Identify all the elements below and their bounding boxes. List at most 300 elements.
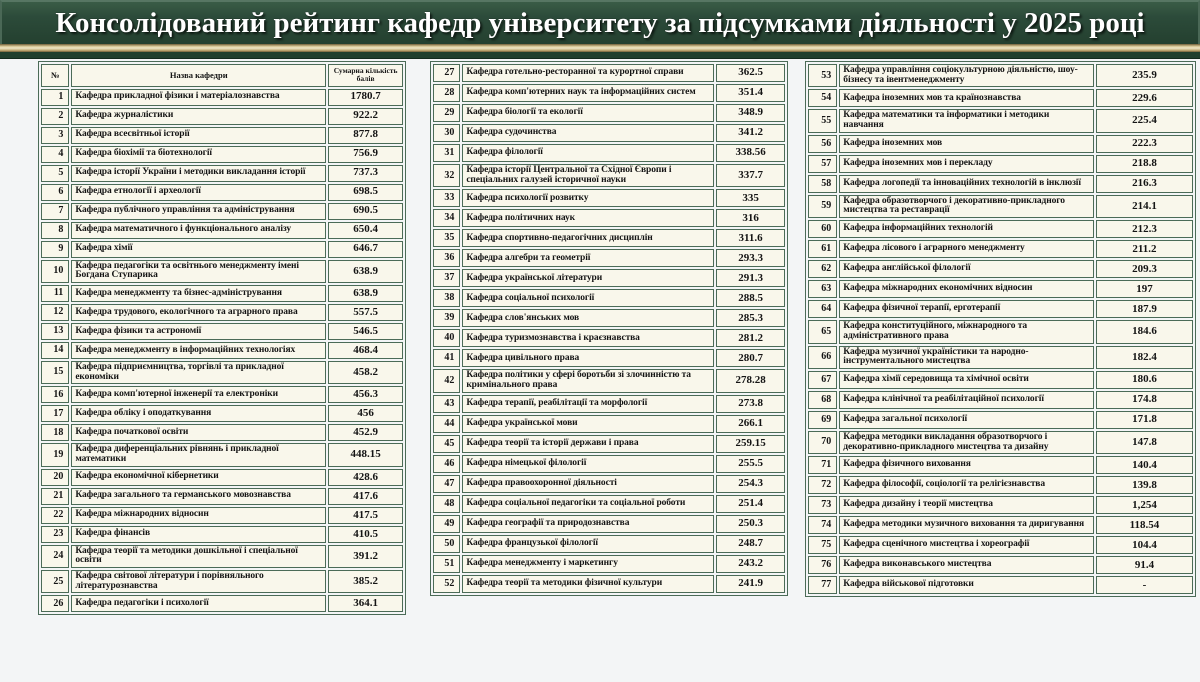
department-name-cell: Кафедра інформаційних технологій — [839, 220, 1094, 238]
department-name-cell: Кафедра теорії та історії держави і права — [462, 435, 714, 453]
table-row — [808, 391, 1193, 409]
score-cell: 235.9 — [1096, 64, 1193, 87]
score-cell: 1,254 — [1096, 496, 1193, 514]
table-row — [41, 361, 403, 384]
score-cell: 278.28 — [716, 369, 785, 392]
table-row — [433, 415, 785, 433]
score-cell: 180.6 — [1096, 371, 1193, 389]
score-cell: 341.2 — [716, 124, 785, 142]
table-row — [433, 229, 785, 247]
rank-cell: 10 — [41, 260, 69, 283]
table-row — [433, 189, 785, 207]
department-name-cell: Кафедра методики музичного виховання та диригування — [839, 516, 1094, 534]
title-banner — [0, 0, 1200, 44]
rank-cell: 14 — [41, 342, 69, 359]
rank-cell: 30 — [433, 124, 460, 142]
department-name-cell: Кафедра філософії, соціології та релігієзнавства — [839, 476, 1094, 494]
score-cell: 456 — [328, 405, 403, 422]
rank-cell: 29 — [433, 104, 460, 122]
score-cell: 280.7 — [716, 349, 785, 367]
rank-cell: 6 — [41, 184, 69, 201]
table-row — [41, 570, 403, 593]
rank-cell: 53 — [808, 64, 837, 87]
rank-cell: 64 — [808, 300, 837, 318]
page-title: Консолідований рейтинг кафедр університету за підсумками діяльності у 2025 році — [55, 6, 1145, 39]
score-cell: 285.3 — [716, 309, 785, 327]
department-name-cell: Кафедра іноземних мов — [839, 135, 1094, 153]
table-row — [41, 222, 403, 239]
score-column-header: Сумарна кількість балів — [328, 64, 403, 87]
score-cell: 241.9 — [716, 575, 785, 593]
department-name-cell: Кафедра диференціальних рівнянь і прикладної математики — [71, 443, 326, 466]
rank-cell: 75 — [808, 536, 837, 554]
department-name-cell: Кафедра клінічної та реабілітаційної психології — [839, 391, 1094, 409]
department-name-cell: Кафедра загального та германського мовознавства — [71, 488, 326, 505]
rank-cell: 11 — [41, 285, 69, 302]
ranking-table-3 — [805, 61, 1196, 597]
rank-cell: 31 — [433, 144, 460, 162]
department-name-cell: Кафедра педагогіки і психології — [71, 595, 326, 612]
score-cell: 456.3 — [328, 386, 403, 403]
score-cell: 293.3 — [716, 249, 785, 267]
table-row — [808, 516, 1193, 534]
score-cell: 222.3 — [1096, 135, 1193, 153]
rank-cell: 19 — [41, 443, 69, 466]
table-row — [808, 195, 1193, 218]
department-name-cell: Кафедра фінансів — [71, 526, 326, 543]
table-row — [808, 456, 1193, 474]
rank-cell: 9 — [41, 241, 69, 258]
table-row — [433, 395, 785, 413]
department-name-cell: Кафедра історії Центральної та Східної Європи і спеціальних галузей історичної науки — [462, 164, 714, 187]
score-cell: 335 — [716, 189, 785, 207]
department-name-cell: Кафедра готельно-ресторанної та курортної справи — [462, 64, 714, 82]
score-cell: 171.8 — [1096, 411, 1193, 429]
rank-cell: 60 — [808, 220, 837, 238]
score-cell: 225.4 — [1096, 109, 1193, 132]
table-row — [41, 526, 403, 543]
rank-cell: 74 — [808, 516, 837, 534]
table-row — [808, 411, 1193, 429]
table-row — [433, 455, 785, 473]
department-name-cell: Кафедра філології — [462, 144, 714, 162]
department-name-cell: Кафедра менеджменту та бізнес-адміністрування — [71, 285, 326, 302]
score-cell: 698.5 — [328, 184, 403, 201]
score-cell: 248.7 — [716, 535, 785, 553]
department-name-cell: Кафедра менеджменту в інформаційних технологіях — [71, 342, 326, 359]
score-cell: 273.8 — [716, 395, 785, 413]
department-name-cell: Кафедра підприємництва, торгівлі та прикладної економіки — [71, 361, 326, 384]
ranking-table-1-body — [41, 89, 403, 613]
score-cell: 211.2 — [1096, 240, 1193, 258]
score-cell: 104.4 — [1096, 536, 1193, 554]
table-row — [41, 469, 403, 486]
score-cell: 266.1 — [716, 415, 785, 433]
table-row — [41, 405, 403, 422]
ranking-table-1 — [38, 61, 406, 615]
rank-cell: 68 — [808, 391, 837, 409]
score-cell: 229.6 — [1096, 89, 1193, 107]
table-row — [41, 89, 403, 106]
rank-cell: 28 — [433, 84, 460, 102]
department-name-cell: Кафедра прикладної фізики і матеріалознавства — [71, 89, 326, 106]
table-row — [433, 349, 785, 367]
department-name-cell: Кафедра політичних наук — [462, 209, 714, 227]
department-name-cell: Кафедра цивільного права — [462, 349, 714, 367]
table-row — [433, 249, 785, 267]
table-row — [808, 175, 1193, 193]
table-row — [433, 535, 785, 553]
table-row — [433, 329, 785, 347]
rank-cell: 47 — [433, 475, 460, 493]
table-row — [433, 144, 785, 162]
table-row — [41, 595, 403, 612]
rank-cell: 73 — [808, 496, 837, 514]
table-row — [41, 241, 403, 258]
rank-cell: 46 — [433, 455, 460, 473]
table-row — [808, 536, 1193, 554]
department-name-cell: Кафедра хімії — [71, 241, 326, 258]
table-row — [808, 346, 1193, 369]
table-row — [808, 300, 1193, 318]
table-row — [433, 575, 785, 593]
department-name-cell: Кафедра обліку і оподаткування — [71, 405, 326, 422]
rank-cell: 18 — [41, 424, 69, 441]
score-cell: 147.8 — [1096, 431, 1193, 454]
department-name-cell: Кафедра дизайну і теорії мистецтва — [839, 496, 1094, 514]
table-row — [433, 289, 785, 307]
score-cell: 311.6 — [716, 229, 785, 247]
rank-cell: 54 — [808, 89, 837, 107]
score-cell: 281.2 — [716, 329, 785, 347]
score-cell: 638.9 — [328, 285, 403, 302]
rank-cell: 41 — [433, 349, 460, 367]
department-name-cell: Кафедра історії України і методики викладання історії — [71, 165, 326, 182]
score-cell: 255.5 — [716, 455, 785, 473]
rank-cell: 61 — [808, 240, 837, 258]
table-row — [41, 545, 403, 568]
table-row — [808, 476, 1193, 494]
score-cell: 646.7 — [328, 241, 403, 258]
score-cell: 140.4 — [1096, 456, 1193, 474]
rank-cell: 77 — [808, 576, 837, 594]
rank-cell: 1 — [41, 89, 69, 106]
table-row — [808, 260, 1193, 278]
table-row — [433, 495, 785, 513]
table-row — [808, 371, 1193, 389]
rank-cell: 52 — [433, 575, 460, 593]
table-row — [808, 280, 1193, 298]
rank-cell: 66 — [808, 346, 837, 369]
department-name-cell: Кафедра світової літератури і порівняльного літературознавства — [71, 570, 326, 593]
rank-cell: 4 — [41, 146, 69, 163]
department-name-cell: Кафедра іноземних мов і перекладу — [839, 155, 1094, 173]
score-cell: 212.3 — [1096, 220, 1193, 238]
department-name-cell: Кафедра туризмознавства і краєзнавства — [462, 329, 714, 347]
score-cell: 452.9 — [328, 424, 403, 441]
ranking-table-2 — [430, 61, 788, 596]
score-cell: 184.6 — [1096, 320, 1193, 343]
score-cell: 458.2 — [328, 361, 403, 384]
table-row — [41, 342, 403, 359]
rank-cell: 44 — [433, 415, 460, 433]
rank-cell: 23 — [41, 526, 69, 543]
score-cell: 243.2 — [716, 555, 785, 573]
rank-cell: 59 — [808, 195, 837, 218]
department-name-cell: Кафедра алгебри та геометрії — [462, 249, 714, 267]
score-cell: - — [1096, 576, 1193, 594]
table-row — [808, 155, 1193, 173]
rank-cell: 27 — [433, 64, 460, 82]
department-name-cell: Кафедра всесвітньої історії — [71, 127, 326, 144]
table-row — [808, 89, 1193, 107]
score-cell: 259.15 — [716, 435, 785, 453]
score-cell: 638.9 — [328, 260, 403, 283]
department-name-cell: Кафедра української мови — [462, 415, 714, 433]
table-row — [433, 475, 785, 493]
score-cell: 1780.7 — [328, 89, 403, 106]
department-name-cell: Кафедра конституційного, міжнародного та адміністративного права — [839, 320, 1094, 343]
rank-cell: 67 — [808, 371, 837, 389]
department-name-cell: Кафедра математичного і функціонального аналізу — [71, 222, 326, 239]
table-row — [808, 576, 1193, 594]
rank-cell: 36 — [433, 249, 460, 267]
ranking-table-2-body — [433, 64, 785, 593]
score-cell: 877.8 — [328, 127, 403, 144]
department-name-cell: Кафедра образотворчого і декоративно-прикладного мистецтва та реставрації — [839, 195, 1094, 218]
department-name-cell: Кафедра біології та екології — [462, 104, 714, 122]
score-cell: 214.1 — [1096, 195, 1193, 218]
table-row — [41, 386, 403, 403]
score-cell: 316 — [716, 209, 785, 227]
rank-column-header: № — [41, 64, 69, 87]
score-cell: 385.2 — [328, 570, 403, 593]
rank-cell: 65 — [808, 320, 837, 343]
table-row — [433, 164, 785, 187]
department-name-cell: Кафедра фізики та астрономії — [71, 323, 326, 340]
rank-cell: 8 — [41, 222, 69, 239]
table-row — [41, 146, 403, 163]
header-row — [41, 64, 403, 87]
rank-cell: 5 — [41, 165, 69, 182]
rank-cell: 55 — [808, 109, 837, 132]
rank-cell: 33 — [433, 189, 460, 207]
score-cell: 650.4 — [328, 222, 403, 239]
department-name-cell: Кафедра комп'ютерних наук та інформаційних систем — [462, 84, 714, 102]
table-row — [433, 64, 785, 82]
rank-cell: 42 — [433, 369, 460, 392]
table-row — [433, 84, 785, 102]
department-name-cell: Кафедра сценічного мистецтва і хореографії — [839, 536, 1094, 554]
ranking-table-3-body — [808, 64, 1193, 594]
rank-cell: 20 — [41, 469, 69, 486]
rank-cell: 21 — [41, 488, 69, 505]
department-name-cell: Кафедра української літератури — [462, 269, 714, 287]
table-row — [41, 184, 403, 201]
score-cell: 288.5 — [716, 289, 785, 307]
rank-cell: 48 — [433, 495, 460, 513]
rank-cell: 39 — [433, 309, 460, 327]
score-cell: 546.5 — [328, 323, 403, 340]
department-name-cell: Кафедра методики викладання образотворчого і декоративно-прикладного мистецтва та дизайну — [839, 431, 1094, 454]
table-row — [808, 431, 1193, 454]
department-name-cell: Кафедра фізичного виховання — [839, 456, 1094, 474]
rank-cell: 15 — [41, 361, 69, 384]
score-cell: 922.2 — [328, 108, 403, 125]
department-name-cell: Кафедра військової підготовки — [839, 576, 1094, 594]
score-cell: 364.1 — [328, 595, 403, 612]
score-cell: 197 — [1096, 280, 1193, 298]
rank-cell: 69 — [808, 411, 837, 429]
score-cell: 391.2 — [328, 545, 403, 568]
score-cell: 468.4 — [328, 342, 403, 359]
score-cell: 291.3 — [716, 269, 785, 287]
score-cell: 428.6 — [328, 469, 403, 486]
score-cell: 351.4 — [716, 84, 785, 102]
department-name-cell: Кафедра німецької філології — [462, 455, 714, 473]
rank-cell: 7 — [41, 203, 69, 220]
rank-cell: 76 — [808, 556, 837, 574]
department-name-cell: Кафедра фізичної терапії, ерготерапії — [839, 300, 1094, 318]
score-cell: 250.3 — [716, 515, 785, 533]
department-name-cell: Кафедра хімії середовища та хімічної освіти — [839, 371, 1094, 389]
table-row — [433, 269, 785, 287]
score-cell: 174.8 — [1096, 391, 1193, 409]
score-cell: 417.5 — [328, 507, 403, 524]
table-row — [433, 555, 785, 573]
table-row — [433, 124, 785, 142]
table-row — [433, 435, 785, 453]
rank-cell: 50 — [433, 535, 460, 553]
score-cell: 209.3 — [1096, 260, 1193, 278]
rank-cell: 32 — [433, 164, 460, 187]
score-cell: 216.3 — [1096, 175, 1193, 193]
table-row — [41, 507, 403, 524]
department-name-cell: Кафедра лісового і аграрного менеджменту — [839, 240, 1094, 258]
table-row — [808, 240, 1193, 258]
department-name-cell: Кафедра соціальної педагогіки та соціальної роботи — [462, 495, 714, 513]
department-name-cell: Кафедра правоохоронної діяльності — [462, 475, 714, 493]
table-row — [41, 323, 403, 340]
table-row — [808, 320, 1193, 343]
department-name-cell: Кафедра менеджменту і маркетингу — [462, 555, 714, 573]
department-name-cell: Кафедра французької філології — [462, 535, 714, 553]
department-name-cell: Кафедра логопедії та інноваційних технологій в інклюзії — [839, 175, 1094, 193]
rank-cell: 24 — [41, 545, 69, 568]
rank-cell: 72 — [808, 476, 837, 494]
score-cell: 448.15 — [328, 443, 403, 466]
rank-cell: 37 — [433, 269, 460, 287]
department-name-cell: Кафедра слов'янських мов — [462, 309, 714, 327]
department-name-cell: Кафедра економічної кібернетики — [71, 469, 326, 486]
department-name-cell: Кафедра англійської філології — [839, 260, 1094, 278]
table-row — [41, 108, 403, 125]
score-cell: 557.5 — [328, 304, 403, 321]
department-name-cell: Кафедра міжнародних відносин — [71, 507, 326, 524]
rank-cell: 70 — [808, 431, 837, 454]
gold-stripe — [0, 44, 1200, 52]
table-row — [41, 424, 403, 441]
department-name-cell: Кафедра терапії, реабілітації та морфології — [462, 395, 714, 413]
table-row — [808, 109, 1193, 132]
department-name-cell: Кафедра трудового, екологічного та аграрного права — [71, 304, 326, 321]
ranking-columns — [0, 59, 1200, 615]
department-name-cell: Кафедра музичної україністики та народно-інструментального мистецтва — [839, 346, 1094, 369]
green-stripe — [0, 52, 1200, 59]
department-name-cell: Кафедра управління соціокультурною діяльністю, шоу-бізнесу та івентменеджменту — [839, 64, 1094, 87]
table-row — [41, 203, 403, 220]
table-row — [41, 443, 403, 466]
rank-cell: 22 — [41, 507, 69, 524]
table-row — [41, 304, 403, 321]
rank-cell: 2 — [41, 108, 69, 125]
rank-cell: 3 — [41, 127, 69, 144]
score-cell: 362.5 — [716, 64, 785, 82]
department-name-cell: Кафедра політики у сфері боротьби зі злочинністю та кримінального права — [462, 369, 714, 392]
rank-cell: 62 — [808, 260, 837, 278]
score-cell: 254.3 — [716, 475, 785, 493]
rank-cell: 12 — [41, 304, 69, 321]
table-row — [433, 515, 785, 533]
rank-cell: 35 — [433, 229, 460, 247]
table-row — [433, 369, 785, 392]
score-cell: 251.4 — [716, 495, 785, 513]
score-cell: 338.56 — [716, 144, 785, 162]
rank-cell: 34 — [433, 209, 460, 227]
score-cell: 337.7 — [716, 164, 785, 187]
department-name-cell: Кафедра математики та інформатики і методики навчання — [839, 109, 1094, 132]
department-name-cell: Кафедра публічного управління та адміністрування — [71, 203, 326, 220]
table-row — [41, 165, 403, 182]
department-name-cell: Кафедра соціальної психології — [462, 289, 714, 307]
department-name-cell: Кафедра етнології і археології — [71, 184, 326, 201]
rank-cell: 16 — [41, 386, 69, 403]
rank-cell: 40 — [433, 329, 460, 347]
table-row — [433, 209, 785, 227]
table-row — [41, 260, 403, 283]
score-cell: 187.9 — [1096, 300, 1193, 318]
department-name-cell: Кафедра спортивно-педагогічних дисциплін — [462, 229, 714, 247]
department-name-cell: Кафедра журналістики — [71, 108, 326, 125]
table-row — [41, 285, 403, 302]
table-row — [808, 496, 1193, 514]
table-row — [433, 104, 785, 122]
rank-cell: 49 — [433, 515, 460, 533]
score-cell: 182.4 — [1096, 346, 1193, 369]
rank-cell: 17 — [41, 405, 69, 422]
score-cell: 417.6 — [328, 488, 403, 505]
department-name-cell: Кафедра педагогіки та освітнього менеджменту імені Богдана Ступарика — [71, 260, 326, 283]
rank-cell: 58 — [808, 175, 837, 193]
table-row — [41, 127, 403, 144]
department-name-cell: Кафедра початкової освіти — [71, 424, 326, 441]
rank-cell: 43 — [433, 395, 460, 413]
department-name-cell: Кафедра комп'ютерної інженерії та електроніки — [71, 386, 326, 403]
department-name-cell: Кафедра виконавського мистецтва — [839, 556, 1094, 574]
table-row — [808, 135, 1193, 153]
table-row — [433, 309, 785, 327]
score-cell: 139.8 — [1096, 476, 1193, 494]
rank-cell: 25 — [41, 570, 69, 593]
department-name-cell: Кафедра психології розвитку — [462, 189, 714, 207]
rank-cell: 38 — [433, 289, 460, 307]
rank-cell: 51 — [433, 555, 460, 573]
rank-cell: 57 — [808, 155, 837, 173]
score-cell: 756.9 — [328, 146, 403, 163]
rank-cell: 13 — [41, 323, 69, 340]
score-cell: 348.9 — [716, 104, 785, 122]
table-row — [41, 488, 403, 505]
